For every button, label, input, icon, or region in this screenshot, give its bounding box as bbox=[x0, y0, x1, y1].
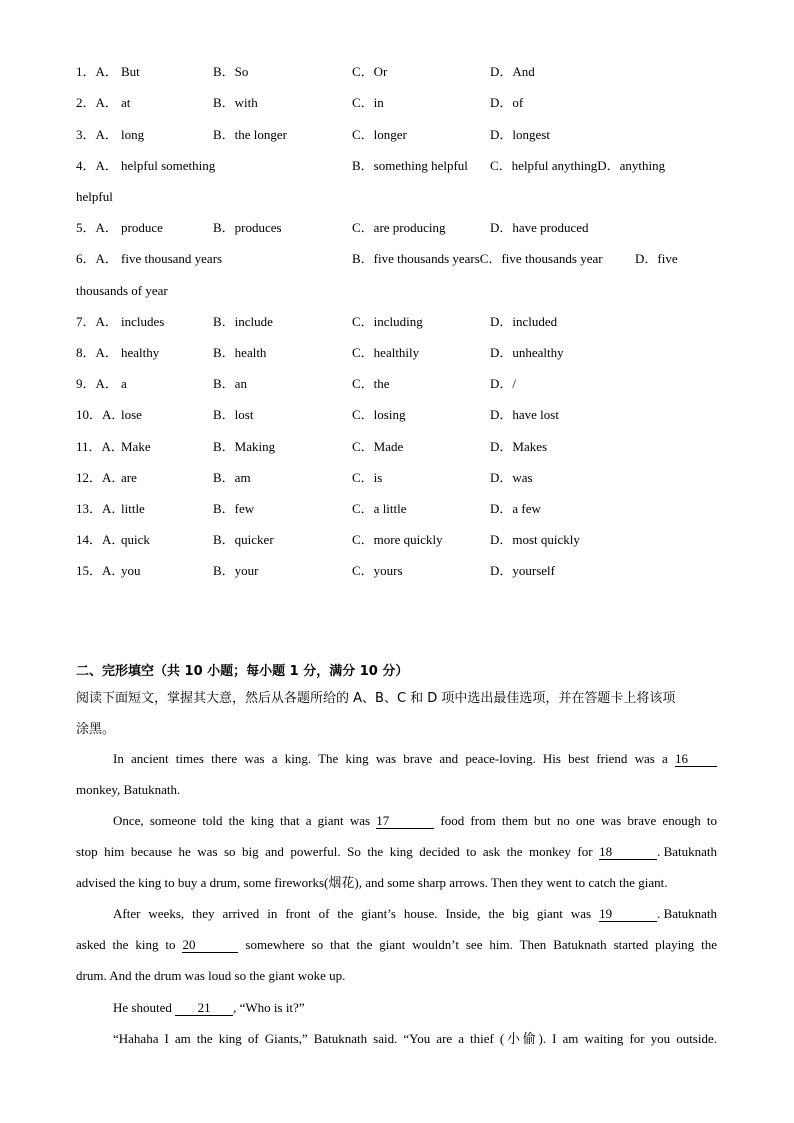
passage-text: . Batuknath bbox=[657, 844, 717, 859]
passage-text: In ancient times there was a king. The king was brave and peace-loving. His best friend was a bbox=[113, 751, 668, 766]
option-d: D．have produced bbox=[490, 220, 589, 235]
passage-text: Once, someone told the king that a giant was bbox=[113, 813, 371, 828]
question-number: 14．A． bbox=[76, 532, 125, 547]
option-c: C．longer bbox=[352, 127, 407, 142]
question-row bbox=[0, 437, 794, 457]
option-c: C．in bbox=[352, 95, 384, 110]
option-b: B．with bbox=[213, 95, 258, 110]
option-continuation: helpful bbox=[76, 189, 113, 204]
option-a: Make bbox=[121, 439, 151, 454]
passage-text: food from them but no one was brave enough to bbox=[440, 813, 718, 828]
option-a: helpful something bbox=[121, 158, 216, 173]
option-c: C．healthily bbox=[352, 345, 420, 360]
passage-line bbox=[113, 904, 717, 924]
option-d: D．longest bbox=[490, 127, 550, 142]
option-a: produce bbox=[121, 220, 163, 235]
option-c: C．is bbox=[352, 470, 383, 485]
option-c: C．losing bbox=[352, 407, 406, 422]
option-c: C．the bbox=[352, 376, 390, 391]
question-row bbox=[0, 374, 794, 394]
passage-text: drum. And the drum was loud so the giant woke up. bbox=[76, 968, 346, 983]
option-a: includes bbox=[121, 314, 165, 329]
option-c: C．Or bbox=[352, 64, 388, 79]
question-row bbox=[0, 405, 794, 425]
option-b: B．So bbox=[213, 64, 249, 79]
option-b: B．include bbox=[213, 314, 273, 329]
question-number: 15．A． bbox=[76, 563, 125, 578]
option-a: lose bbox=[121, 407, 142, 422]
option-c: C．more quickly bbox=[352, 532, 443, 547]
passage-text: He shouted bbox=[113, 1000, 172, 1015]
option-d: D．five bbox=[635, 251, 678, 266]
question-number: 8．A． bbox=[76, 345, 118, 360]
option-b: B．the longer bbox=[213, 127, 288, 142]
option-a: you bbox=[121, 563, 141, 578]
option-d: D．have lost bbox=[490, 407, 559, 422]
section-instruction-cont: 涂黑。 bbox=[76, 722, 116, 737]
question-row bbox=[0, 561, 794, 581]
option-c: C．a little bbox=[352, 501, 407, 516]
question-number: 12．A． bbox=[76, 470, 125, 485]
option-d: D．a few bbox=[490, 501, 541, 516]
option-d: D．Makes bbox=[490, 439, 548, 454]
option-d: D．And bbox=[490, 64, 535, 79]
option-d: D．most quickly bbox=[490, 532, 580, 547]
passage-text: After weeks, they arrived in front of the giant’s house. Inside, the big giant was bbox=[113, 906, 592, 921]
blank-17: 17 bbox=[376, 813, 434, 829]
option-a: five thousand years bbox=[121, 251, 223, 266]
passage-text: “Hahaha I am the king of Giants,” Batuknath said. “You are a thief (小偷). I am waiting for you outside. bbox=[113, 1031, 717, 1046]
passage-line bbox=[76, 966, 717, 986]
option-b: B．an bbox=[213, 376, 247, 391]
passage-text: . Batuknath bbox=[657, 906, 718, 921]
option-a: are bbox=[121, 470, 137, 485]
blank-19: 19 bbox=[599, 906, 657, 922]
option-c: C．yours bbox=[352, 563, 403, 578]
blank-21: 21 bbox=[175, 1000, 233, 1016]
option-d: D．/ bbox=[490, 376, 517, 391]
option-c: C．Made bbox=[352, 439, 404, 454]
passage-text: somewhere so that the giant wouldn’t see him. Then Batuknath started playing the bbox=[245, 937, 717, 952]
question-row bbox=[0, 156, 794, 176]
option-d: C．helpful anythingD．anything bbox=[490, 158, 666, 173]
question-number: 7．A． bbox=[76, 314, 118, 329]
option-d: D．yourself bbox=[490, 563, 555, 578]
option-d: D．included bbox=[490, 314, 558, 329]
blank-18: 18 bbox=[599, 844, 657, 860]
passage-line bbox=[76, 780, 717, 800]
passage-line bbox=[113, 1029, 717, 1049]
section-instruction: 阅读下面短文，掌握其大意，然后从各题所给的 A、B、C 和 D 项中选出最佳选项，并在答题卡上将该项 bbox=[76, 691, 676, 706]
passage-line bbox=[113, 749, 717, 769]
option-d: D．unhealthy bbox=[490, 345, 564, 360]
option-b: B．Making bbox=[213, 439, 276, 454]
option-a: long bbox=[121, 127, 145, 142]
passage-line bbox=[76, 873, 717, 893]
question-row bbox=[0, 125, 794, 145]
option-a: healthy bbox=[121, 345, 160, 360]
option-a: But bbox=[121, 64, 140, 79]
question-number: 5．A． bbox=[76, 220, 118, 235]
passage-text: advised the king to buy a drum, some fireworks(烟花), and some sharp arrows. Then they went to catch the giant. bbox=[76, 875, 668, 890]
passage-line bbox=[76, 842, 717, 862]
option-d: D．was bbox=[490, 470, 533, 485]
option-c: C．including bbox=[352, 314, 423, 329]
question-row bbox=[0, 62, 794, 82]
question-row bbox=[0, 468, 794, 488]
passage-line bbox=[113, 998, 717, 1018]
passage-line bbox=[76, 935, 717, 955]
passage-text: monkey, Batuknath. bbox=[76, 782, 181, 797]
question-number: 4．A． bbox=[76, 158, 118, 173]
question-number: 9．A． bbox=[76, 376, 118, 391]
option-a: a bbox=[121, 376, 127, 391]
option-c: C．are producing bbox=[352, 220, 446, 235]
option-b: B．few bbox=[213, 501, 255, 516]
question-row bbox=[0, 499, 794, 519]
question-number: 13．A． bbox=[76, 501, 125, 516]
passage-line bbox=[113, 811, 717, 831]
question-row bbox=[0, 530, 794, 550]
question-row bbox=[0, 343, 794, 363]
option-b: B．your bbox=[213, 563, 259, 578]
option-b: B．lost bbox=[213, 407, 254, 422]
option-b: B．produces bbox=[213, 220, 282, 235]
blank-20: 20 bbox=[182, 937, 238, 953]
option-d: D．of bbox=[490, 95, 524, 110]
question-row bbox=[0, 312, 794, 332]
option-c: B．something helpful bbox=[352, 158, 468, 173]
passage-text: stop him because he was so big and powerful. So the king decided to ask the monkey for bbox=[76, 844, 593, 859]
option-b: B．health bbox=[213, 345, 267, 360]
question-row bbox=[0, 249, 794, 269]
question-row bbox=[0, 93, 794, 113]
question-number: 1．A． bbox=[76, 64, 118, 79]
passage-text: , “Who is it?” bbox=[233, 1000, 305, 1015]
option-b: B．am bbox=[213, 470, 251, 485]
question-number: 2．A． bbox=[76, 95, 118, 110]
section-title: 二、完形填空（共 10 小题；每小题 1 分，满分 10 分） bbox=[76, 664, 409, 679]
option-continuation: thousands of year bbox=[76, 283, 168, 298]
option-c: B．five thousands yearsC．five thousands year bbox=[352, 251, 603, 266]
question-number: 10．A． bbox=[76, 407, 125, 422]
blank-16: 16 bbox=[675, 751, 717, 767]
option-b: B．quicker bbox=[213, 532, 274, 547]
question-row bbox=[0, 218, 794, 238]
question-number: 11．A． bbox=[76, 439, 124, 454]
question-number: 6．A． bbox=[76, 251, 118, 266]
option-a: little bbox=[121, 501, 145, 516]
question-number: 3．A． bbox=[76, 127, 118, 142]
option-a: at bbox=[121, 95, 131, 110]
passage-text: asked the king to bbox=[76, 937, 176, 952]
option-a: quick bbox=[121, 532, 150, 547]
